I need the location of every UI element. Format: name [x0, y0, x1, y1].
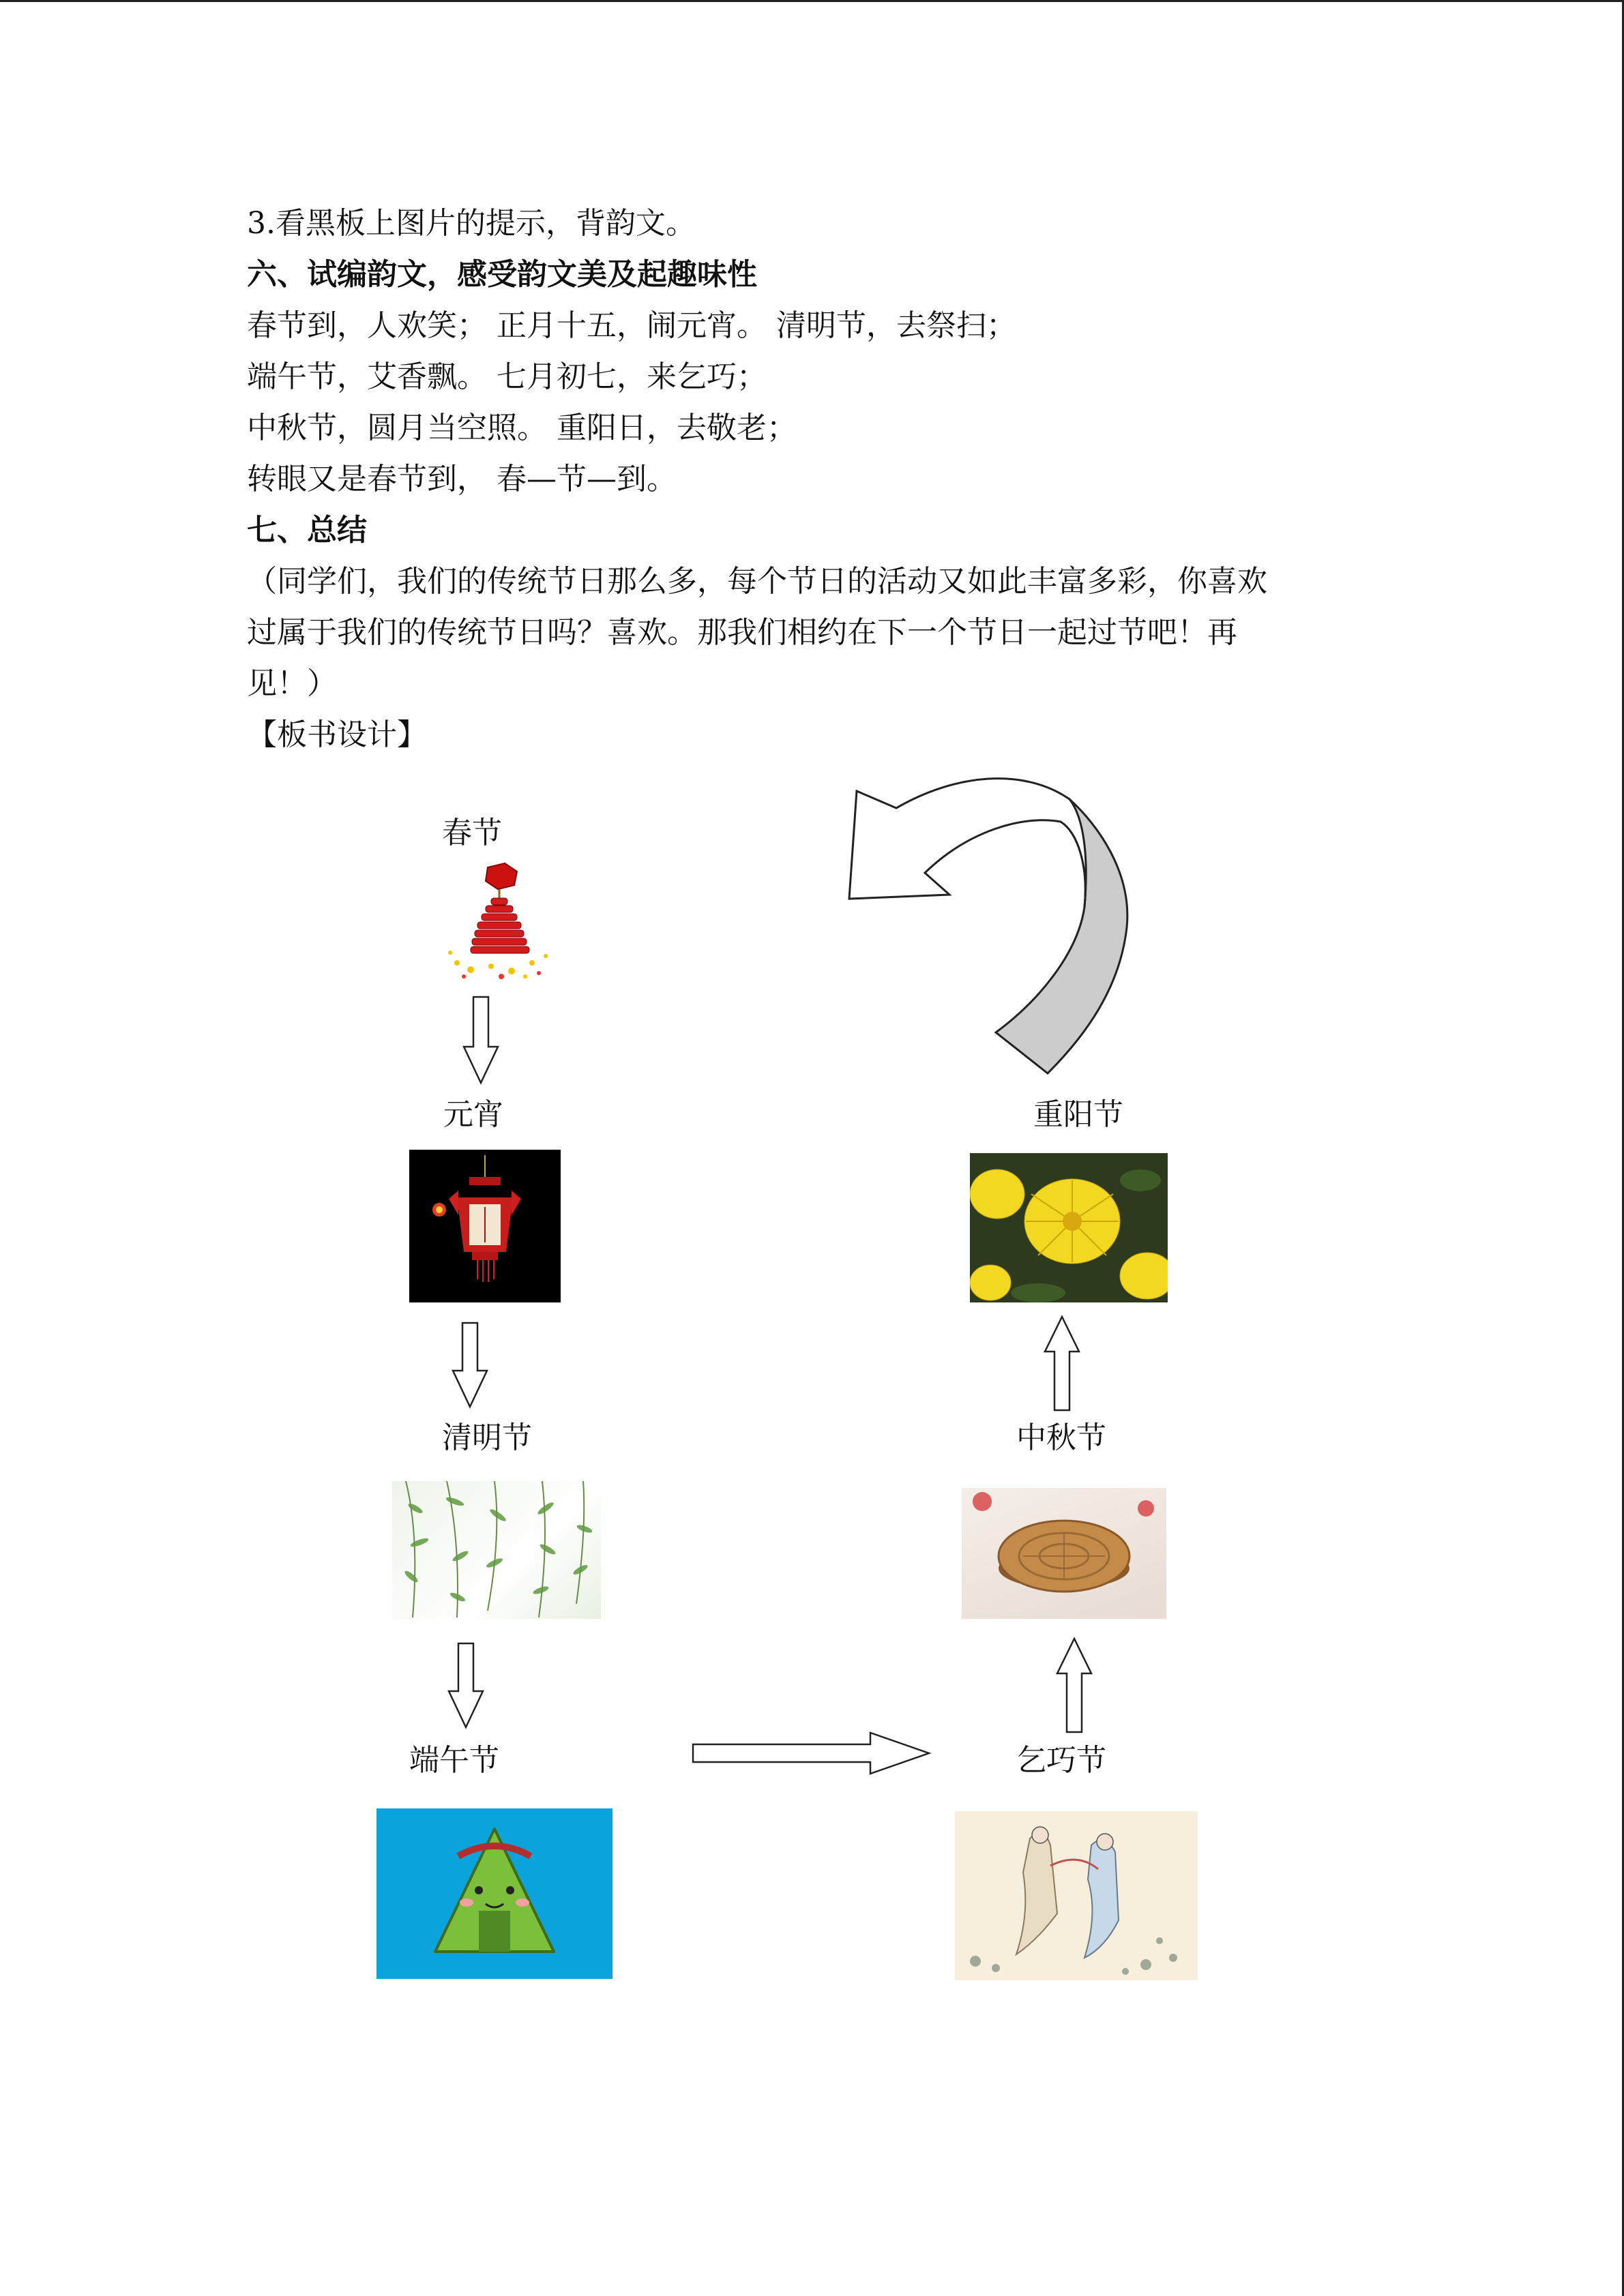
section-heading-six: 六、试编韵文，感受韵文美及起趣味性: [247, 257, 757, 292]
rhyme-line-2: 端午节，艾香飘。 七月初七，来乞巧；: [247, 359, 767, 394]
rhyme-line-4: 转眼又是春节到， 春—节—到。: [247, 462, 677, 496]
curved-arrow-shaft: [996, 799, 1127, 1073]
label-yuanxiao: 元宵: [443, 1097, 503, 1132]
down-arrow-1: [464, 997, 498, 1083]
curved-arrow-head: [849, 779, 1086, 907]
up-arrow-1: [1057, 1639, 1091, 1732]
right-arrow: [693, 1733, 929, 1774]
summary-line-1: （同学们，我们的传统节日那么多，每个节日的活动又如此丰富多彩，你喜欢: [247, 564, 1267, 599]
rhyme-line-3: 中秋节，圆月当空照。 重阳日，去敬老；: [247, 411, 797, 445]
label-zhongqiu: 中秋节: [1016, 1420, 1106, 1455]
up-arrow-2: [1045, 1317, 1079, 1410]
section-heading-seven: 七、总结: [247, 513, 367, 548]
summary-line-3: 见！）: [247, 666, 337, 701]
label-duanwu: 端午节: [409, 1743, 499, 1778]
label-qiqiao: 乞巧节: [1016, 1743, 1106, 1778]
text-line-recite: 3.看黑板上图片的提示，背韵文。: [247, 206, 696, 241]
label-chongyang: 重阳节: [1033, 1097, 1123, 1132]
rhyme-line-1: 春节到，人欢笑； 正月十五，闹元宵。 清明节，去祭扫；: [247, 308, 1016, 343]
board-design-heading: 【板书设计】: [247, 717, 427, 752]
label-qingming: 清明节: [442, 1420, 532, 1455]
label-chunjie: 春节: [442, 816, 502, 850]
summary-line-2: 过属于我们的传统节日吗？喜欢。那我们相约在下一个节日一起过节吧！再: [247, 615, 1237, 650]
down-arrow-3: [449, 1643, 483, 1727]
down-arrow-2: [453, 1323, 487, 1407]
